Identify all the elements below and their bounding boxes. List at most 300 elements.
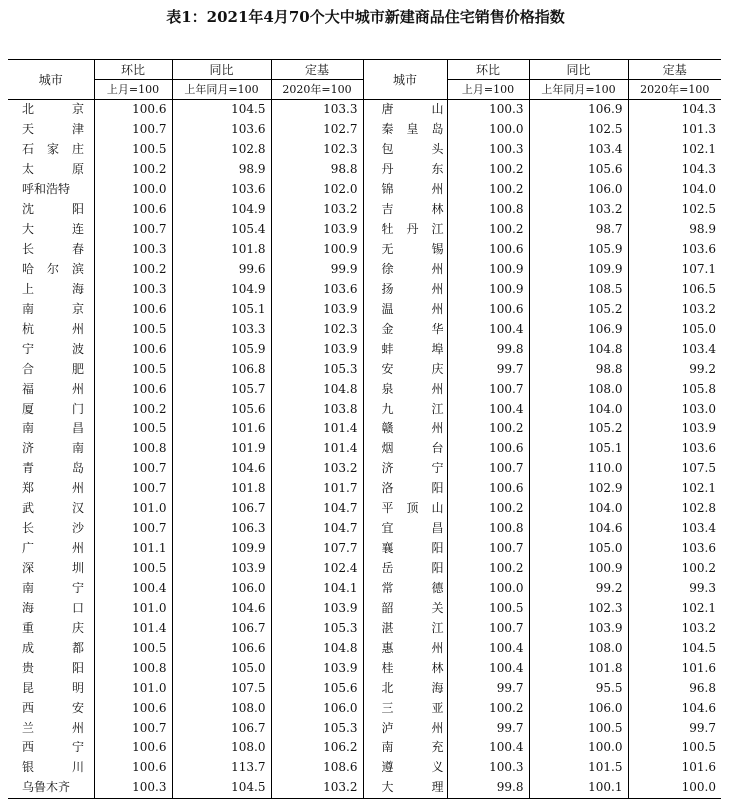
yoy-cell: 109.9	[172, 539, 271, 559]
city-name: 海 口	[22, 600, 84, 615]
city-cell	[8, 260, 94, 280]
yoy-cell: 103.3	[172, 319, 271, 339]
city-name: 牡 丹 江	[381, 222, 444, 237]
yoy-cell-2: 100.5	[529, 718, 628, 738]
mom-cell-2: 100.4	[447, 319, 529, 339]
yoy-cell: 104.5	[172, 100, 271, 120]
yoy-cell: 104.6	[172, 598, 271, 618]
mom-cell: 100.6	[94, 100, 172, 120]
base-cell: 100.9	[271, 240, 363, 260]
city-name: 合 肥	[22, 361, 84, 376]
city-cell-2	[363, 319, 447, 339]
base-cell: 108.6	[271, 758, 363, 778]
city-cell	[8, 419, 94, 439]
mom-cell-2: 100.3	[447, 758, 529, 778]
table-row	[8, 399, 721, 419]
table-row	[8, 459, 721, 479]
table-row	[8, 379, 721, 399]
mom-cell-2: 100.6	[447, 240, 529, 260]
base-cell-2: 103.2	[628, 299, 721, 319]
base-cell: 104.1	[271, 579, 363, 599]
mom-cell-2: 100.9	[447, 279, 529, 299]
city-name: 烟 台	[381, 441, 444, 456]
mom-cell-2: 100.2	[447, 220, 529, 240]
table-row	[8, 419, 721, 439]
base-cell: 102.4	[271, 559, 363, 579]
city-cell-2	[363, 359, 447, 379]
base-cell: 102.7	[271, 120, 363, 140]
mom-cell: 100.0	[94, 180, 172, 200]
city-cell-2	[363, 339, 447, 359]
city-cell-2	[363, 200, 447, 220]
city-cell	[8, 180, 94, 200]
yoy-cell: 103.6	[172, 180, 271, 200]
city-cell	[8, 399, 94, 419]
city-cell-2	[363, 658, 447, 678]
city-cell-2	[363, 160, 447, 180]
yoy-cell: 108.0	[172, 698, 271, 718]
yoy-cell-2: 98.7	[529, 220, 628, 240]
yoy-cell: 103.6	[172, 120, 271, 140]
city-cell-2	[363, 559, 447, 579]
yoy-cell: 106.0	[172, 579, 271, 599]
yoy-cell-2: 102.3	[529, 598, 628, 618]
city-cell	[8, 299, 94, 319]
city-cell-2	[363, 698, 447, 718]
yoy-cell-2: 101.5	[529, 758, 628, 778]
base-cell: 103.3	[271, 100, 363, 120]
yoy-cell-2: 106.0	[529, 180, 628, 200]
city-name: 西 安	[22, 700, 84, 715]
table-row	[8, 359, 721, 379]
yoy-cell-2: 105.2	[529, 299, 628, 319]
mom-cell: 100.6	[94, 379, 172, 399]
city-cell	[8, 319, 94, 339]
base-cell-2: 102.1	[628, 140, 721, 160]
mom-cell: 100.8	[94, 658, 172, 678]
base-cell-2: 104.3	[628, 100, 721, 120]
yoy-cell: 98.9	[172, 160, 271, 180]
base-cell-2: 104.6	[628, 698, 721, 718]
yoy-cell: 103.9	[172, 559, 271, 579]
yoy-column-header: 同比	[172, 60, 271, 80]
yoy-cell-2: 104.8	[529, 339, 628, 359]
city-cell-2	[363, 499, 447, 519]
mom-cell: 101.0	[94, 598, 172, 618]
city-cell	[8, 778, 94, 798]
base-cell: 103.9	[271, 339, 363, 359]
base-cell-2: 103.4	[628, 339, 721, 359]
mom-cell-2: 100.8	[447, 200, 529, 220]
city-name: 宜 昌	[381, 521, 444, 536]
city-cell-2	[363, 718, 447, 738]
mom-cell: 100.7	[94, 519, 172, 539]
table-row	[8, 598, 721, 618]
city-cell-2	[363, 379, 447, 399]
table-row	[8, 140, 721, 160]
city-cell	[8, 758, 94, 778]
city-name: 北 海	[381, 680, 444, 695]
city-name: 丹 东	[381, 162, 444, 177]
base-cell: 103.2	[271, 778, 363, 798]
city-name: 大 连	[22, 222, 84, 237]
mom-cell: 100.7	[94, 220, 172, 240]
table-row	[8, 618, 721, 638]
mom-cell: 100.5	[94, 419, 172, 439]
mom-cell-2: 100.7	[447, 618, 529, 638]
yoy-cell-2: 99.2	[529, 579, 628, 599]
city-name: 安 庆	[381, 361, 444, 376]
yoy-cell-2: 103.2	[529, 200, 628, 220]
table-row	[8, 319, 721, 339]
city-name: 福 州	[22, 381, 84, 396]
yoy-cell: 107.5	[172, 678, 271, 698]
city-name: 金 华	[381, 321, 444, 336]
base-cell: 99.9	[271, 260, 363, 280]
table-row	[8, 339, 721, 359]
base-cell: 106.2	[271, 738, 363, 758]
mom-cell-2: 99.7	[447, 678, 529, 698]
mom-cell-2: 100.9	[447, 260, 529, 280]
base-cell: 101.4	[271, 439, 363, 459]
city-name: 九 江	[381, 401, 444, 416]
table-row	[8, 220, 721, 240]
city-name: 包 头	[381, 142, 444, 157]
mom-cell: 100.5	[94, 359, 172, 379]
mom-cell: 100.6	[94, 299, 172, 319]
table-row	[8, 698, 721, 718]
yoy-cell-2: 102.9	[529, 479, 628, 499]
mom-column-header: 环比	[94, 60, 172, 80]
yoy-cell: 105.7	[172, 379, 271, 399]
city-cell-2	[363, 539, 447, 559]
city-cell	[8, 100, 94, 120]
base-cell: 105.3	[271, 359, 363, 379]
city-cell	[8, 160, 94, 180]
city-name: 唐 山	[381, 102, 444, 117]
base-cell-2: 104.3	[628, 160, 721, 180]
city-cell-2	[363, 738, 447, 758]
mom-cell-2: 99.7	[447, 359, 529, 379]
table-row	[8, 120, 721, 140]
table-header	[8, 60, 721, 100]
city-name: 天 津	[22, 122, 84, 137]
base-cell-2: 101.3	[628, 120, 721, 140]
table-row	[8, 638, 721, 658]
table-row	[8, 678, 721, 698]
yoy-cell: 101.8	[172, 240, 271, 260]
mom-cell: 100.7	[94, 120, 172, 140]
mom-cell: 100.7	[94, 479, 172, 499]
yoy-cell: 106.8	[172, 359, 271, 379]
yoy-cell-2: 105.0	[529, 539, 628, 559]
yoy-cell-2: 108.0	[529, 379, 628, 399]
yoy-cell-2: 103.4	[529, 140, 628, 160]
city-cell	[8, 220, 94, 240]
yoy-cell-2: 104.0	[529, 499, 628, 519]
city-cell	[8, 439, 94, 459]
mom-column-header-2: 环比	[447, 60, 529, 80]
mom-cell: 100.3	[94, 279, 172, 299]
mom-cell-2: 99.8	[447, 339, 529, 359]
mom-cell: 101.0	[94, 678, 172, 698]
city-cell	[8, 738, 94, 758]
mom-cell-2: 100.4	[447, 738, 529, 758]
yoy-cell: 101.8	[172, 479, 271, 499]
table-row	[8, 738, 721, 758]
base-cell-2: 102.8	[628, 499, 721, 519]
base-cell: 102.3	[271, 319, 363, 339]
mom-cell-2: 100.2	[447, 499, 529, 519]
yoy-cell-2: 106.0	[529, 698, 628, 718]
yoy-cell-2: 100.9	[529, 559, 628, 579]
city-name: 湛 江	[381, 620, 444, 635]
mom-cell-2: 100.2	[447, 180, 529, 200]
yoy-subheader: 上年同月=100	[172, 80, 271, 100]
base-cell-2: 103.6	[628, 240, 721, 260]
city-name: 贵 阳	[22, 660, 84, 675]
yoy-cell: 113.7	[172, 758, 271, 778]
mom-cell-2: 99.8	[447, 778, 529, 798]
table-row	[8, 100, 721, 120]
city-cell-2	[363, 459, 447, 479]
yoy-cell: 105.9	[172, 339, 271, 359]
base-cell: 101.7	[271, 479, 363, 499]
city-name: 南 充	[381, 740, 444, 755]
yoy-subheader-2: 上年同月=100	[529, 80, 628, 100]
city-name: 秦 皇 岛	[381, 122, 444, 137]
mom-cell: 101.0	[94, 499, 172, 519]
table-row	[8, 299, 721, 319]
mom-cell: 100.3	[94, 778, 172, 798]
city-name: 无 锡	[381, 242, 444, 257]
city-name: 重 庆	[22, 620, 84, 635]
city-name: 杭 州	[22, 321, 84, 336]
base-subheader: 2020年=100	[271, 80, 363, 100]
city-name: 成 都	[22, 640, 84, 655]
city-name: 沈 阳	[22, 202, 84, 217]
table-row	[8, 718, 721, 738]
base-cell-2: 96.8	[628, 678, 721, 698]
city-name: 深 圳	[22, 561, 84, 576]
mom-cell: 100.5	[94, 140, 172, 160]
base-cell-2: 103.6	[628, 539, 721, 559]
city-cell	[8, 598, 94, 618]
base-cell: 103.2	[271, 200, 363, 220]
mom-cell-2: 100.8	[447, 519, 529, 539]
price-index-table	[8, 59, 721, 799]
base-cell: 103.9	[271, 598, 363, 618]
yoy-cell: 105.6	[172, 399, 271, 419]
base-cell-2: 100.0	[628, 778, 721, 798]
city-cell	[8, 559, 94, 579]
city-cell	[8, 359, 94, 379]
mom-cell: 100.5	[94, 638, 172, 658]
base-cell: 102.0	[271, 180, 363, 200]
table-row	[8, 160, 721, 180]
base-cell-2: 103.6	[628, 439, 721, 459]
mom-subheader-2: 上月=100	[447, 80, 529, 100]
base-cell-2: 105.0	[628, 319, 721, 339]
city-cell-2	[363, 279, 447, 299]
table-row	[8, 579, 721, 599]
city-cell-2	[363, 479, 447, 499]
city-column-header-2: 城市	[363, 60, 447, 100]
base-cell-2: 99.3	[628, 579, 721, 599]
base-cell-2: 100.5	[628, 738, 721, 758]
city-name: 兰 州	[22, 720, 84, 735]
base-subheader-2: 2020年=100	[628, 80, 721, 100]
base-cell: 103.9	[271, 220, 363, 240]
city-cell	[8, 200, 94, 220]
mom-cell-2: 100.6	[447, 299, 529, 319]
city-cell-2	[363, 598, 447, 618]
base-cell-2: 103.2	[628, 618, 721, 638]
city-cell-2	[363, 260, 447, 280]
table-row	[8, 479, 721, 499]
mom-cell-2: 100.6	[447, 479, 529, 499]
table-row	[8, 559, 721, 579]
city-name: 郑 州	[22, 481, 84, 496]
base-cell: 103.9	[271, 299, 363, 319]
mom-cell: 100.6	[94, 698, 172, 718]
city-name: 银 川	[22, 760, 84, 775]
base-cell-2: 101.6	[628, 758, 721, 778]
mom-cell: 100.7	[94, 718, 172, 738]
city-cell-2	[363, 240, 447, 260]
city-name: 蚌 埠	[381, 341, 444, 356]
city-name: 洛 阳	[381, 481, 444, 496]
city-cell	[8, 618, 94, 638]
city-name: 大 理	[381, 780, 444, 795]
yoy-cell: 99.6	[172, 260, 271, 280]
city-name: 遵 义	[381, 760, 444, 775]
base-cell-2: 103.0	[628, 399, 721, 419]
city-name: 吉 林	[381, 202, 444, 217]
city-name: 长 春	[22, 242, 84, 257]
city-cell	[8, 279, 94, 299]
mom-cell: 100.6	[94, 738, 172, 758]
city-name: 襄 阳	[381, 541, 444, 556]
yoy-cell-2: 105.9	[529, 240, 628, 260]
base-cell: 104.8	[271, 379, 363, 399]
mom-cell: 100.8	[94, 439, 172, 459]
city-cell-2	[363, 638, 447, 658]
table-title: 表1：2021年4月70个大中城市新建商品住宅销售价格指数	[166, 8, 565, 26]
yoy-cell-2: 95.5	[529, 678, 628, 698]
mom-cell-2: 100.2	[447, 698, 529, 718]
yoy-cell-2: 105.1	[529, 439, 628, 459]
yoy-cell: 106.7	[172, 718, 271, 738]
city-name: 长 沙	[22, 521, 84, 536]
table-row	[8, 758, 721, 778]
table-row	[8, 499, 721, 519]
city-name: 泉 州	[381, 381, 444, 396]
base-cell-2: 102.1	[628, 479, 721, 499]
yoy-cell: 102.8	[172, 140, 271, 160]
yoy-cell: 101.6	[172, 419, 271, 439]
yoy-cell: 104.6	[172, 459, 271, 479]
city-name: 常 德	[381, 580, 444, 595]
city-cell-2	[363, 140, 447, 160]
city-name: 济 宁	[381, 461, 444, 476]
table-row	[8, 778, 721, 798]
base-cell: 103.6	[271, 279, 363, 299]
mom-cell: 100.6	[94, 758, 172, 778]
city-name: 石 家 庄	[22, 142, 84, 157]
mom-cell: 100.5	[94, 319, 172, 339]
city-cell	[8, 479, 94, 499]
city-name: 南 昌	[22, 421, 84, 436]
base-cell-2: 103.9	[628, 419, 721, 439]
mom-cell: 101.1	[94, 539, 172, 559]
yoy-cell-2: 103.9	[529, 618, 628, 638]
city-cell	[8, 519, 94, 539]
base-cell: 104.7	[271, 499, 363, 519]
base-cell-2: 103.4	[628, 519, 721, 539]
mom-cell-2: 100.2	[447, 160, 529, 180]
city-cell-2	[363, 618, 447, 638]
city-name: 青 岛	[22, 461, 84, 476]
table-row	[8, 180, 721, 200]
mom-cell-2: 100.3	[447, 100, 529, 120]
mom-cell-2: 100.2	[447, 419, 529, 439]
yoy-cell: 101.9	[172, 439, 271, 459]
mom-cell: 100.3	[94, 240, 172, 260]
mom-cell: 100.2	[94, 399, 172, 419]
base-cell: 104.8	[271, 638, 363, 658]
city-cell	[8, 539, 94, 559]
mom-cell: 100.7	[94, 459, 172, 479]
yoy-cell-2: 98.8	[529, 359, 628, 379]
city-cell	[8, 698, 94, 718]
city-cell	[8, 718, 94, 738]
yoy-cell-2: 106.9	[529, 319, 628, 339]
city-cell	[8, 459, 94, 479]
city-name: 赣 州	[381, 421, 444, 436]
table-row	[8, 200, 721, 220]
city-name: 南 宁	[22, 580, 84, 595]
city-name: 锦 州	[381, 182, 444, 197]
base-cell-2: 100.2	[628, 559, 721, 579]
mom-cell: 100.4	[94, 579, 172, 599]
yoy-cell-2: 108.5	[529, 279, 628, 299]
city-cell-2	[363, 419, 447, 439]
city-cell-2	[363, 180, 447, 200]
city-name: 北 京	[22, 102, 84, 117]
base-cell-2: 99.2	[628, 359, 721, 379]
base-column-header: 定基	[271, 60, 363, 80]
city-name: 呼和浩特	[22, 182, 71, 197]
base-cell: 107.7	[271, 539, 363, 559]
city-cell-2	[363, 519, 447, 539]
city-cell-2	[363, 220, 447, 240]
city-cell-2	[363, 299, 447, 319]
city-cell-2	[363, 439, 447, 459]
mom-cell-2: 100.7	[447, 539, 529, 559]
city-cell-2	[363, 579, 447, 599]
city-name: 南 京	[22, 301, 84, 316]
yoy-cell: 104.9	[172, 200, 271, 220]
mom-cell: 100.5	[94, 559, 172, 579]
table-row	[8, 240, 721, 260]
city-name: 武 汉	[22, 501, 84, 516]
yoy-cell-2: 108.0	[529, 638, 628, 658]
yoy-cell: 106.3	[172, 519, 271, 539]
city-cell	[8, 678, 94, 698]
mom-cell: 101.4	[94, 618, 172, 638]
city-cell-2	[363, 778, 447, 798]
